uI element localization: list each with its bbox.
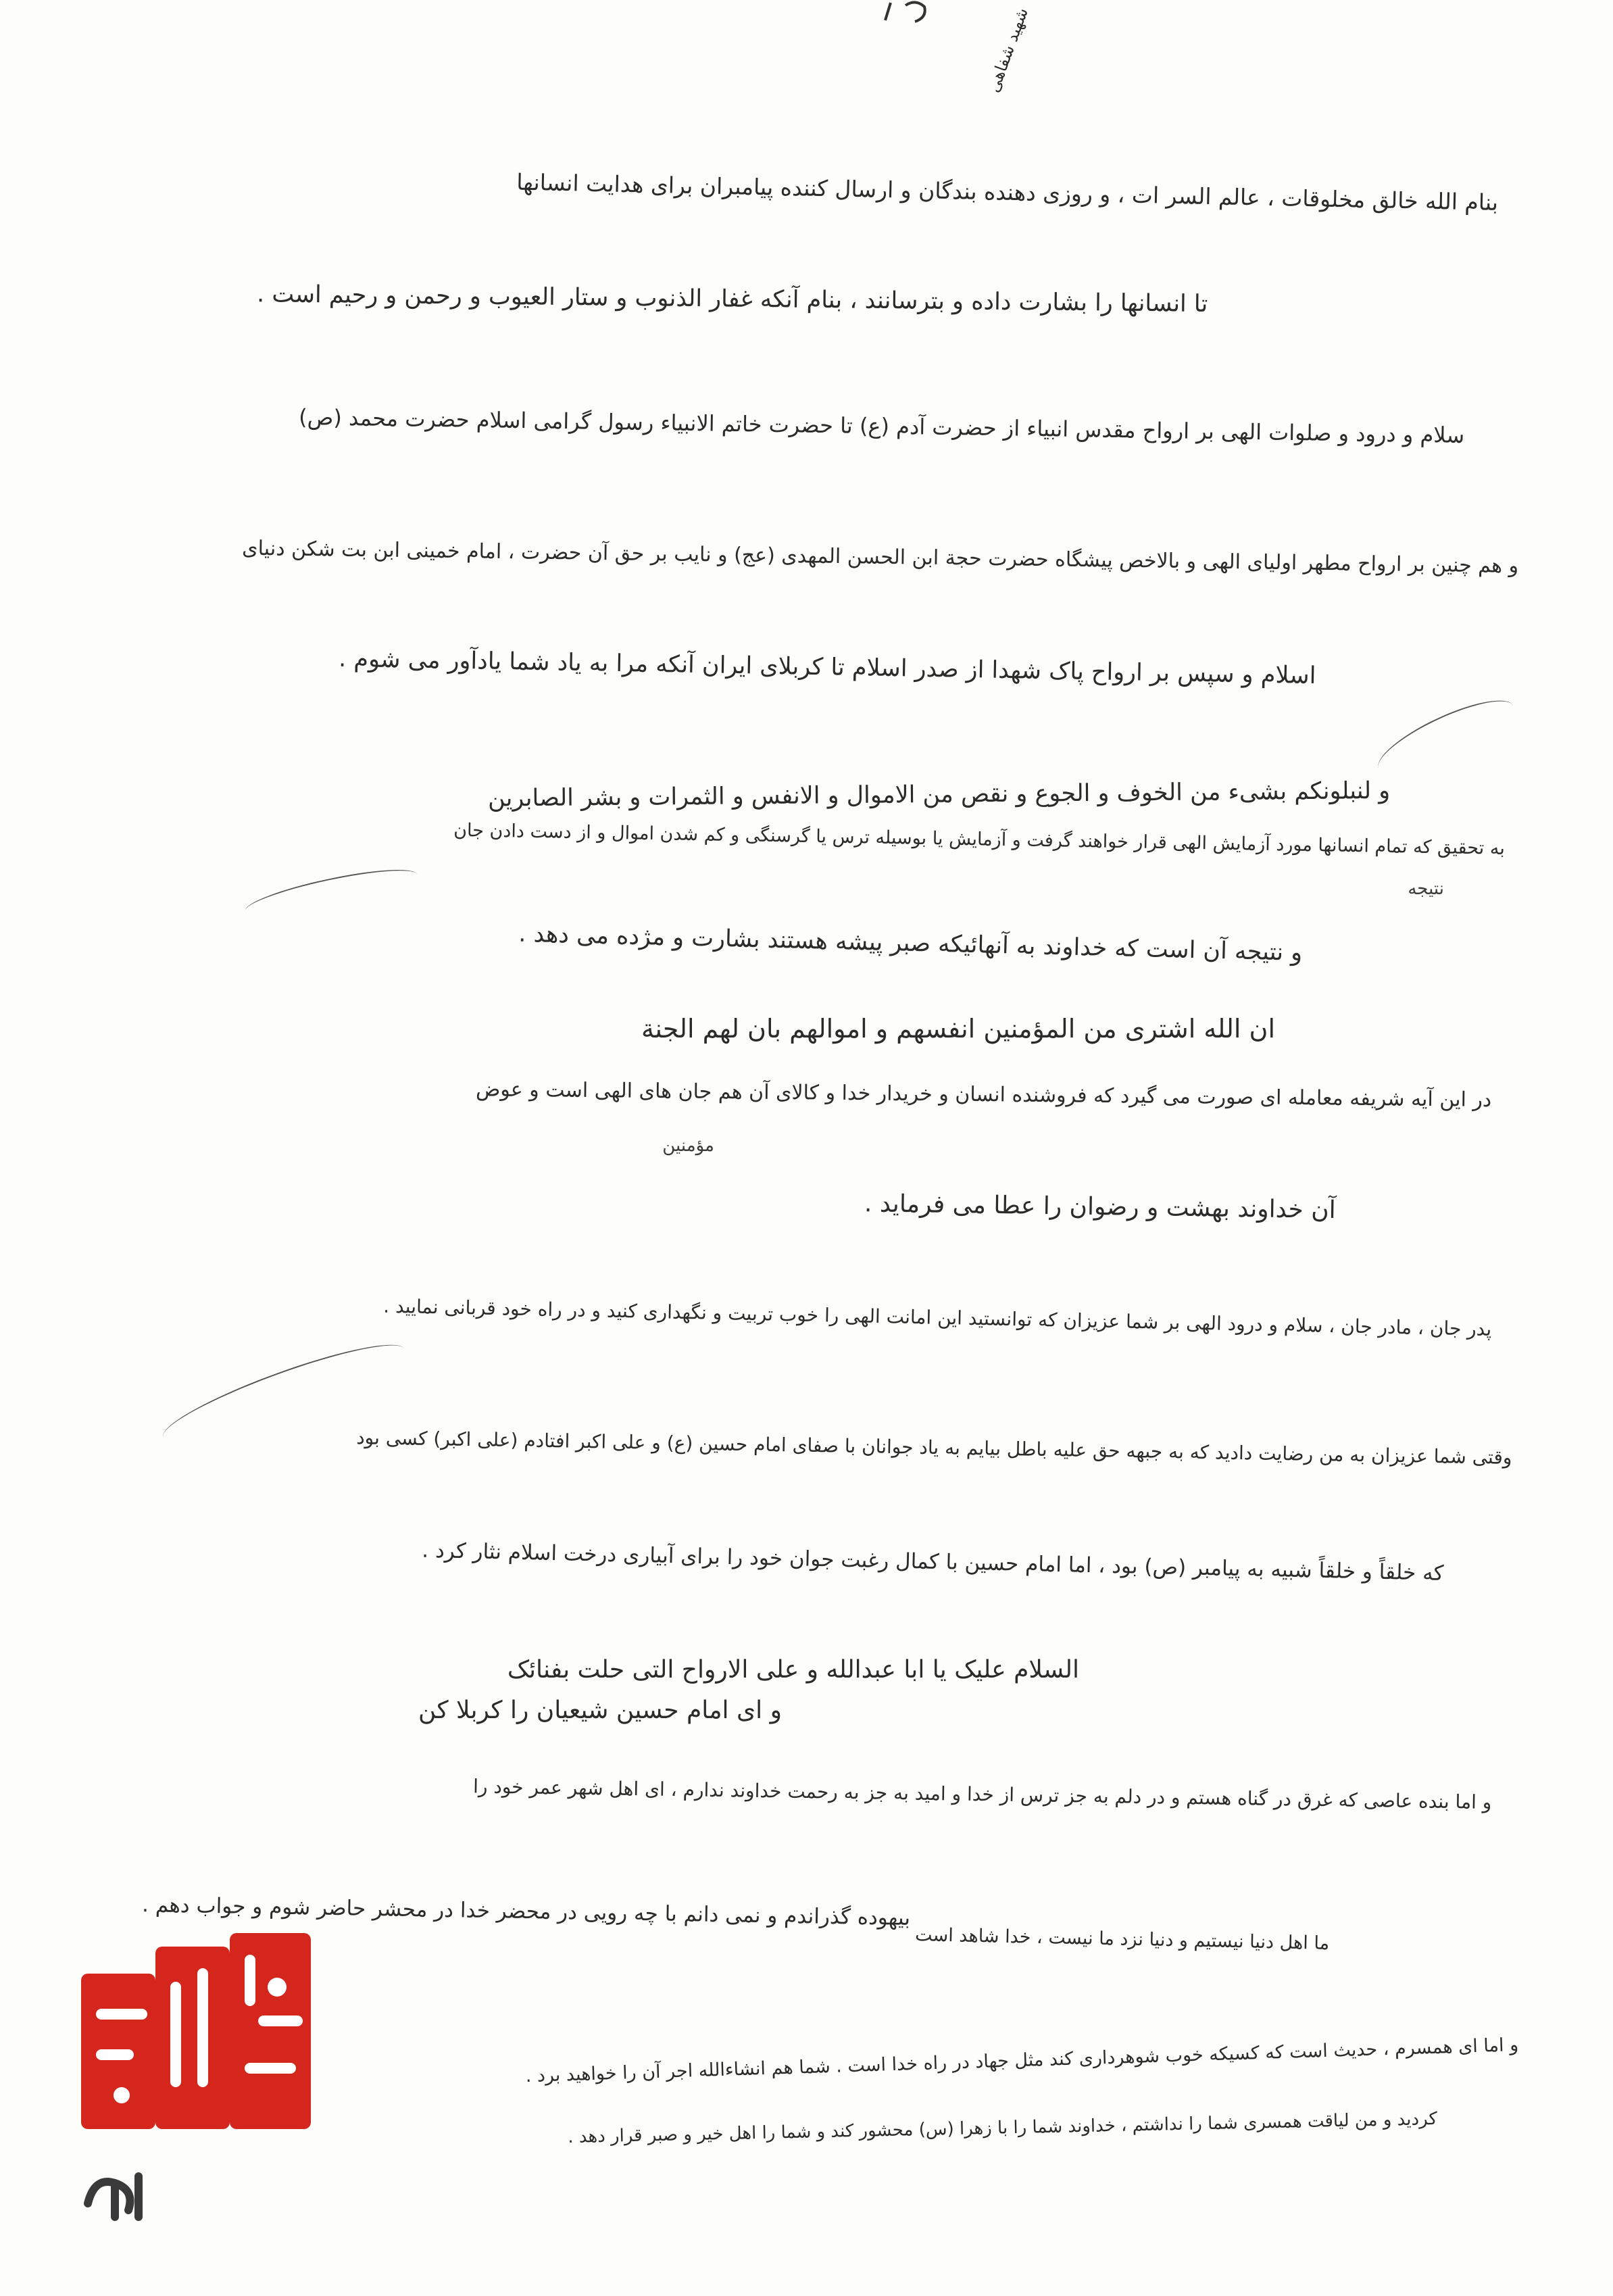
text-line-18: بیهوده گذراندم و نمی دانم با چه رویی در محضر خدا در محشر حاضر شوم و جواب دهم . xyxy=(141,1892,911,1930)
text-line-16: و ای امام حسین شیعیان را کربلا کن xyxy=(418,1696,782,1724)
text-line-12: پدر جان ، مادر جان ، سلام و درود الهی بر شما عزیزان که توانستید این امانت الهی را خوب تربیت و نگهداری کنید و در راه خود قربانی نمایید . xyxy=(382,1294,1492,1340)
text-line-17: و اما بنده عاصی که غرق در گناه هستم و در دلم به جز ترس از خدا و امید به جز به رحمت خداوند ندارم ، ای اهل شهر عمر خود را xyxy=(472,1775,1492,1813)
text-line-6: و لنبلونکم بشیء من الخوف و الجوع و نقص من الاموال و الانفس و الثمرات و بشر الصابرین xyxy=(487,777,1391,812)
pen-scratch xyxy=(242,860,420,925)
interlinear-note-1: مؤمنین xyxy=(662,1135,714,1156)
interlinear-note-2: نتیجه xyxy=(1408,879,1444,899)
text-line-4: و هم چنین بر ارواح مطهر اولیای الهی و بالاخص پیشگاه حضرت حجة ابن الحسن المهدی (عج) و نایب بر حق آن حضرت ، امام خمینی ابن بت شکن دنیای xyxy=(241,536,1519,578)
text-line-13: وقتی شما عزیزان به من رضایت دادید که به جبهه حق علیه باطل بیایم به یاد جوانان با صفای امام حسین (ع) و علی اکبر افتادم (علی اکبر) کسی بود xyxy=(355,1426,1512,1469)
navid-shahed-logo xyxy=(74,1933,318,2230)
text-line-11: آن خداوند بهشت و رضوان را عطا می فرماید . xyxy=(864,1190,1337,1224)
text-line-1: بنام الله خالق مخلوقات ، عالم السر ات ، و روزی دهنده بندگان و ارسال کننده پیامبران برای هدایت انسانها xyxy=(516,168,1499,216)
text-line-19: ما اهل دنیا نیستیم و دنیا نزد ما نیست ، خدا شاهد است xyxy=(914,1924,1330,1954)
text-line-10: در این آیه شریفه معامله ای صورت می گیرد که فروشنده انسان و خریدار خدا و کالای آن هم جان های الهی است و عوض xyxy=(475,1077,1492,1112)
text-line-20: و اما ای همسرم ، حدیث است که کسیکه خوب شوهرداری کند مثل جهاد در راه خدا است . شما هم انشاءالله اجر آن را خواهید برد . xyxy=(525,2034,1519,2087)
page-number-mark xyxy=(878,0,939,27)
text-line-3: سلام و درود و صلوات الهی بر ارواح مقدس انبیاء از حضرت آدم (ع) تا حضرت خاتم الانبیاء رسول گرامی اسلام حضرت محمد (ص) xyxy=(298,404,1465,448)
text-line-5: اسلام و سپس بر ارواح پاک شهدا از صدر اسلام تا کربلای ایران آنکه مرا به یاد شما یادآور می شوم . xyxy=(338,645,1316,689)
text-line-8: و نتیجه آن است که خداوند به آنهائیکه صبر پیشه هستند بشارت و مژده می دهد . xyxy=(518,920,1303,967)
text-line-14: که خلقاً و خلقاً شبیه به پیامبر (ص) بود ، اما امام حسین با کمال رغبت جوان خود را برای آبیاری درخت اسلام نثار کرد . xyxy=(422,1538,1445,1586)
text-line-9: ان الله اشتری من المؤمنین انفسهم و اموالهم بان لهم الجنة xyxy=(641,1014,1275,1044)
text-line-21: کردید و من لیاقت همسری شما را نداشتم ، خداوند شما را با زهرا (س) محشور کند و شما را اهل خیر و صبر قرار دهد . xyxy=(568,2109,1438,2147)
pen-scratch xyxy=(1370,687,1522,787)
top-margin-note: شهید شفاهی xyxy=(984,5,1033,95)
text-line-2: تا انسانها را بشارت داده و بترسانند ، بنام آنکه غفار الذنوب و ستار العیوب و رحمن و رحیم است . xyxy=(256,280,1208,318)
text-line-7: به تحقیق که تمام انسانها مورد آزمایش الهی قرار خواهند گرفت و آزمایش یا بوسیله ترس یا گرسنگی و کم شدن اموال و از دست دادن جان xyxy=(453,819,1506,859)
text-line-15: السلام علیک یا ابا عبدالله و علی الارواح التی حلت بفنائک xyxy=(507,1656,1079,1684)
logo-qom-mark xyxy=(74,2163,155,2224)
